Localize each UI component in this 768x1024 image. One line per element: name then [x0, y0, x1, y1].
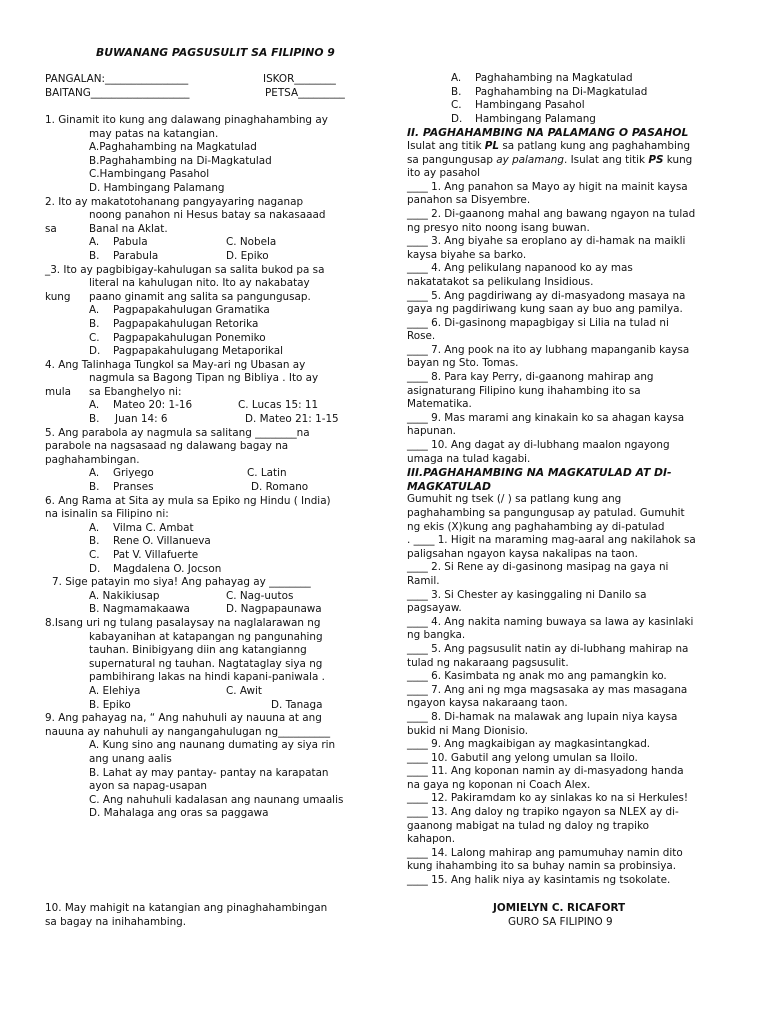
right-column: A. Paghahambing na Magkatulad B. Paghahambing na Di-Magkatulad C. Hambingang Pasahol D. Hambingang Palamang II. PAGHAHAMBING NA PALAMANG O PASAHOL Isulat ang titik PL sa patlang kung ang paghahambing sa pangungusap ay palamang. Isulat ang titik PS kung ito ay pasahol ____ 1. Ang panahon sa Mayo ay higit na mainit kaysa panahon sa Disyembre. ____ 2. Di-gaanong mahal ang bawang ngayon na tulad ng presyo nito noong isang buwan. ____ 3. Ang biyahe sa eroplano ay di-hamak na maikli kaysa biyahe sa barko. ____ 4. Ang pelikulang napanood ko ay mas nakatatakot sa pelikulang Insidious. ____ 5. Ang pagdiriwang ay di-masyadong masaya na gaya ng pagdiriwang kung saan ay buo ang pamilya. ____ 6. Di-gasinong mapagbigay si Lilia na tulad ni Rose. ____ 7. Ang pook na ito ay lubhang mapanganib kaysa bayan ng Sto. Tomas. ____ 8. Para kay Perry, di-gaanong mahirap ang asignaturang Filipino kung ihahambing ito sa Matematika. ____ 9. Mas marami ang kinakain ko sa ahagan kaysa hapunan. ____ 10. Ang dagat ay di-lubhang maalon ngayong umaga na tulad kagabi. III.PAGHAHAMBING NA MAGKATULAD AT DI- MAGKATULAD Gumuhit ng tsek (/ ) sa patlang kung ang paghahambing sa pangungusap ay patulad. Gumuhit ng ekis (X)kung ang paghahambing ay di-patulad . ____ 1. Higit na maraming mag-aaral ang nakilahok sa paligsahan ngayon kaysa nakalipas na taon. ____ 2. Si Rene ay di-gasinong masipag na gaya ni Ramil. ____ 3. Si Chester ay kasinggaling ni Danilo sa pagsayaw. ____ 4. Ang nakita naming buwaya sa lawa ay kasinlaki ng bangka. ____ 5. Ang pagsusulit natin ay di-lubhang mahirap na tulad ng nakaraang pagsusulit. ____ 6. Kasimbata ng anak mo ang pamangkin ko. ____ 7. Ang ani ng mga magsasaka ay mas masagana ngayon kaysa nakaraang taon. ____ 8. Di-hamak na malawak ang lupain niya kaysa bukid ni Mang Dionisio. ____ 9. Ang magkaibigan ay magkasintangkad. ____ 10. Gabutil ang yelong umulan sa Iloilo. ____ 11. Ang koponan namin ay di-masyadong handa na gaya ng koponan ni Coach Alex. ____ 12. Pakiramdam ko ay sinlakas ko na si Herkules! ____ 13. Ang daloy ng trapiko ngayon sa NLEX ay di- gaanong mabigat na tulad ng daloy ng trapiko kahapon. ____ 14. Lalong mahirap ang pamumuhay namin dito kung ihahambing ito sa buhay namin sa probinsiya. ____ 15. Ang halik niya ay kasintamis ng tsokolate.	[407, 72, 725, 888]
question-10: 10. May mahigit na katangian ang pinaghahambingan	[45, 902, 328, 914]
item-line: pagsayaw.	[407, 602, 462, 615]
option-row: B. Pranses D. Romano	[89, 481, 309, 494]
option-row: B. Epiko D. Tanaga	[89, 698, 323, 711]
item-line: ____ 1. Ang panahon sa Mayo ay higit na mainit kaysa	[407, 180, 688, 193]
item-line: Ramil.	[407, 574, 440, 587]
option: D. Mahalaga ang oras sa paggawa	[89, 807, 269, 820]
author-role: GURO SA FILIPINO 9	[508, 916, 613, 928]
item-line: kahapon.	[407, 833, 455, 846]
option-row: C. Hambingang Pasahol	[451, 99, 585, 112]
item-line: gaya ng pagdiriwang kung saan ay buo ang pamilya.	[407, 303, 683, 316]
exam-page: BUWANANG PAGSUSULIT SA FILIPINO 9 PANGALAN:________________ ISKOR________ BAITANG___________________ PETSA_________ 1. Ginamit ito kung ang dalawang pinaghahambing ay may patas na katangian. A.Paghahambing na Magkatulad B.Paghahambing na Di-Magkatulad C.Hambingang Pasahol D. Hambingang Palamang 2. Ito ay makatotohanang pangyayaring naganap noong panahon ni Hesus batay sa nakasaaad sa Banal na Aklat. A. Pabula C. Nobela B. Parabula D. Epiko _3. Ito ay pagbibigay-kahulugan sa salita bukod pa sa literal na kahulugan nito. Ito ay nakabatay kung paano ginamit ang salita sa pangungusap. A. Pagpapakahulugan Gramatika B. Pagpapakahulugan Retorika C. Pagpapakahulugan Ponemiko D. Pagpapakahulugang Metaporikal 4. Ang Talinhaga Tungkol sa May-ari ng Ubasan ay nagmula sa Bagong Tipan ng Bibliya . Ito ay mula sa Ebanghelyo ni: A. Mateo 20: 1-16 C. Lucas 15: 11 B. Juan 14: 6 D. Mateo 21: 1-15 5. Ang parabola ay nagmula sa salitang ________na parabole na nagsasaad ng dalawang bagay na paghahambingan. A. Griyego C. Latin B. Pranses D. Romano 6. Ang Rama at Sita ay mula sa Epiko ng Hindu ( India) na isinalin sa Filipino ni: A. Vilma C. Ambat B. Rene O. Villanueva C. Pat V. Villafuerte D. Magdalena O. Jocson 7. Sige patayin mo siya! Ang pahayag ay ________ A. Nakikiusap C. Nag-uutos B. Nagmamakaawa D. Nagpapaunawa 8.Isang uri ng tulang pasalaysay na naglalarawan ng kabayanihan at katapangan ng pangunahing tauhan. Binibigyang diin ang katangianng supernatural ng tauhan. Nagtataglay siya ng pambihirang lakas na hindi kapani-paniwala . A. Elehiya C. Awit B. Epiko D. Tanaga 9. Ang pahayag na, “ Ang nahuhuli ay nauuna at ang nauuna ay nahuhuli ay nangangahulugan ng__________ A. Kung sino ang naunang dumating ay siya rin ang unang aalis B. Lahat ay may pantay- pantay na karapatan ayon sa napag-usapan C. Ang nahuhuli kadalasan ang naunang umaalis D. Mahalaga ang oras sa paggawa 10. May mahigit na katangian ang pinaghahambingan sa bagay na inihahambing. A. Paghahambing na Magkatulad B. Paghahambing na Di-Magkatulad C. Hambingang Pasahol D. Hambingang Palamang II. PAGHAHAMBING NA PALAMANG O PASAHOL Isulat ang titik PL sa patlang kung ang paghahambing sa pangungusap ay palamang. Isulat ang titik PS kung ito ay pasahol ____ 1. Ang panahon sa Mayo ay higit na mainit kaysa panahon sa Disyembre. ____ 2. Di-gaanong mahal ang bawang ngayon na tulad ng presyo nito noong isang buwan. ____ 3. Ang biyahe sa eroplano ay di-hamak na maikli kaysa biyahe sa barko. ____ 4. Ang pelikulang napanood ko ay mas nakatatakot sa pelikulang Insidious. ____ 5. Ang pagdiriwang ay di-masyadong masaya na gaya ng pagdiriwang kung saan ay buo ang pamilya. ____ 6. Di-gasinong mapagbigay si Lilia na tulad ni Rose. ____ 7. Ang pook na ito ay lubhang mapanganib kaysa bayan ng Sto. Tomas. ____ 8. Para kay Perry, di-gaanong mahirap ang asignaturang Filipino kung ihahambing ito sa Matematika. ____ 9. Mas marami ang kinakain ko sa ahagan kaysa hapunan. ____ 10. Ang dagat ay di-lubhang maalon ngayong umaga na tulad kagabi. III.PAGHAHAMBING NA MAGKATULAD AT DI- MAGKATULAD Gumuhit ng tsek (/ ) sa patlang kung ang paghahambing sa pangungusap ay patulad. Gumuhit ng ekis (X)kung ang paghahambing ay di-patulad . ____ 1. Higit na maraming mag-aaral ang nakilahok sa paligsahan ngayon kaysa nakalipas na taon. ____ 2. Si Rene ay di-gasinong masipag na gaya ni Ramil. ____ 3. Si Chester ay kasinggaling ni Danilo sa pagsayaw. ____ 4. Ang nakita naming buwaya sa lawa ay kasinlaki ng bangka. ____ 5. Ang pagsusulit natin ay di-lubhang mahirap na tulad ng nakaraang pagsusulit. ____ 6. Kasimbata ng anak mo ang pamangkin ko. ____ 7. Ang ani ng mga magsasaka ay mas masagana ngayon kaysa nakaraang taon. ____ 8. Di-hamak na malawak ang lupain niya kaysa bukid ni Mang Dionisio. ____ 9. Ang magkaibigan ay magkasintangkad. ____ 10. Gabutil ang yelong umulan sa Iloilo. ____ 11. Ang koponan namin ay di-masyadong handa na gaya ng koponan ni Coach Alex. ____ 12. Pakiramdam ko ay sinlakas ko na si Herkules! ____ 13. Ang daloy ng trapiko ngayon sa NLEX ay di- gaanong mabigat na tulad ng daloy ng trapiko kahapon. ____ 14. Lalong mahirap ang pamumuhay namin dito kung ihahambing ito sa buhay namin sa probinsiya. ____ 15. Ang halik niya ay kasintamis ng tsokolate. JOMIELYN C. RICAFORT GURO SA FILIPINO 9	[0, 0, 768, 1024]
option-row: D. Magdalena O. Jocson	[89, 562, 222, 575]
option-row: B. Rene O. Villanueva	[89, 535, 211, 548]
option-row: B. Paghahambing na Di-Magkatulad	[451, 85, 648, 98]
item-line: ng bangka.	[407, 629, 466, 642]
option-row: D. Pagpapakahulugang Metaporikal	[89, 345, 283, 358]
item-line: nakatatakot sa pelikulang Insidious.	[407, 275, 594, 288]
item-line: ____ 5. Ang pagsusulit natin ay di-lubhang mahirap na	[407, 642, 689, 655]
item-line: ____ 3. Si Chester ay kasinggaling ni Danilo sa	[407, 588, 647, 601]
option-row: D. Hambingang Palamang	[451, 112, 596, 125]
option-row: A. Pabula C. Nobela	[89, 236, 277, 249]
item-line: umaga na tulad kagabi.	[407, 452, 531, 465]
item-line: ngayon kaysa nakaraang taon.	[407, 697, 568, 710]
item-line: ____ 2. Si Rene ay di-gasinong masipag na gaya ni	[407, 561, 669, 574]
item-line: ____ 10. Ang dagat ay di-lubhang maalon ngayong	[407, 439, 670, 452]
option-row: A. Mateo 20: 1-16 C. Lucas 15: 11	[89, 399, 319, 412]
pangalan-field: PANGALAN:________________	[45, 73, 189, 85]
section-2-instructions: Isulat ang titik PL sa patlang kung ang paghahambing	[407, 139, 691, 152]
item-line: ____ 14. Lalong mahirap ang pamumuhay namin dito	[407, 846, 683, 859]
item-line: ____ 7. Ang pook na ito ay lubhang mapanganib kaysa	[407, 343, 690, 356]
option-row: A. Elehiya C. Awit	[89, 684, 263, 697]
item-line: gaanong mabigat na tulad ng daloy ng trapiko	[407, 819, 649, 832]
section-2-title: II. PAGHAHAMBING NA PALAMANG O PASAHOL	[407, 126, 689, 140]
option: B. Lahat ay may pantay- pantay na karapatan	[89, 766, 329, 779]
option-row: A. Griyego C. Latin	[89, 467, 287, 480]
option-row: C. Pat V. Villafuerte	[89, 549, 199, 561]
item-line: ng presyo nito noong isang buwan.	[407, 221, 590, 234]
item-line: ____ 4. Ang nakita naming buwaya sa lawa ay kasinlaki	[407, 615, 694, 628]
option-row: B. Nagmamakaawa D. Nagpapaunawa	[89, 603, 322, 616]
item-line: Rose.	[407, 330, 436, 343]
item-line: . ____ 1. Higit na maraming mag-aaral ang nakilahok sa	[407, 534, 696, 547]
item-line: hapunan.	[407, 425, 456, 438]
item-line: bukid ni Mang Dionisio.	[407, 724, 529, 737]
option-row: B. Pagpapakahulugan Retorika	[89, 317, 259, 330]
item-line: ____ 13. Ang daloy ng trapiko ngayon sa NLEX ay di-	[407, 806, 679, 819]
question-5: 5. Ang parabola ay nagmula sa salitang ________na	[45, 426, 310, 439]
option-row: A. Vilma C. Ambat	[89, 521, 194, 534]
section-3-items	[407, 534, 725, 887]
item-line: ____ 8. Para kay Perry, di-gaanong mahirap ang	[407, 371, 654, 384]
iskor-field: ISKOR________	[263, 73, 336, 85]
item-line: ____ 9. Ang magkaibigan ay magkasintangkad.	[407, 738, 651, 751]
baitang-field: BAITANG___________________	[45, 87, 190, 99]
section-3-title: III.PAGHAHAMBING NA MAGKATULAD AT DI-	[407, 466, 672, 480]
petsa-field: PETSA_________	[265, 87, 345, 99]
left-column: 1. Ginamit ito kung ang dalawang pinaghahambing ay may patas na katangian. A.Paghahambing na Magkatulad B.Paghahambing na Di-Magkatulad C.Hambingang Pasahol D. Hambingang Palamang 2. Ito ay makatotohanang pangyayaring naganap noong panahon ni Hesus batay sa nakasaaad sa Banal na Aklat. A. Pabula C. Nobela B. Parabula D. Epiko _3. Ito ay pagbibigay-kahulugan sa salita bukod pa sa literal na kahulugan nito. Ito ay nakabatay kung paano ginamit ang salita sa pangungusap. A. Pagpapakahulugan Gramatika B. Pagpapakahulugan Retorika C. Pagpapakahulugan Ponemiko D. Pagpapakahulugang Metaporikal 4. Ang Talinhaga Tungkol sa May-ari ng Ubasan ay nagmula sa Bagong Tipan ng Bibliya . Ito ay mula sa Ebanghelyo ni: A. Mateo 20: 1-16 C. Lucas 15: 11 B. Juan 14: 6 D. Mateo 21: 1-15 5. Ang parabola ay nagmula sa salitang ________na parabole na nagsasaad ng dalawang bagay na paghahambingan. A. Griyego C. Latin B. Pranses D. Romano 6. Ang Rama at Sita ay mula sa Epiko ng Hindu ( India) na isinalin sa Filipino ni: A. Vilma C. Ambat B. Rene O. Villanueva C. Pat V. Villafuerte D. Magdalena O. Jocson 7. Sige patayin mo siya! Ang pahayag ay ________ A. Nakikiusap C. Nag-uutos B. Nagmamakaawa D. Nagpapaunawa 8.Isang uri ng tulang pasalaysay na naglalarawan ng kabayanihan at katapangan ng pangunahing tauhan. Binibigyang diin ang katangianng supernatural ng tauhan. Nagtataglay siya ng pambihirang lakas na hindi kapani-paniwala . A. Elehiya C. Awit B. Epiko D. Tanaga 9. Ang pahayag na, “ Ang nahuhuli ay nauuna at ang nauuna ay nahuhuli ay nangangahulugan ng__________ A. Kung sino ang naunang dumating ay siya rin ang unang aalis B. Lahat ay may pantay- pantay na karapatan ayon sa napag-usapan C. Ang nahuhuli kadalasan ang naunang umaalis D. Mahalaga ang oras sa paggawa	[45, 114, 370, 821]
item-line: ____ 10. Gabutil ang yelong umulan sa Iloilo.	[407, 751, 638, 764]
option: C. Ang nahuhuli kadalasan ang naunang umaalis	[89, 793, 344, 806]
item-line: kaysa biyahe sa barko.	[407, 248, 527, 261]
option-row: B. Juan 14: 6 D. Mateo 21: 1-15	[89, 413, 339, 426]
option: B.Paghahambing na Di-Magkatulad	[89, 154, 272, 167]
item-line: tulad ng nakaraang pagsusulit.	[407, 656, 569, 669]
option-row: B. Parabula D. Epiko	[89, 249, 269, 262]
item-line: ____ 4. Ang pelikulang napanood ko ay mas	[407, 262, 633, 275]
author-name: JOMIELYN C. RICAFORT	[493, 902, 626, 914]
item-line: ____ 11. Ang koponan namin ay di-masyadong handa	[407, 765, 684, 778]
option-row: A. Pagpapakahulugan Gramatika	[89, 304, 270, 317]
question-9: 9. Ang pahayag na, “ Ang nahuhuli ay nauuna at ang	[45, 712, 322, 725]
item-line: ____ 8. Di-hamak na malawak ang lupain niya kaysa	[407, 710, 678, 723]
option: D. Hambingang Palamang	[89, 181, 225, 194]
item-line: ____ 6. Di-gasinong mapagbigay si Lilia na tulad ni	[407, 316, 669, 329]
question-2: 2. Ito ay makatotohanang pangyayaring naganap	[45, 195, 304, 208]
option-row: C. Pagpapakahulugan Ponemiko	[89, 331, 266, 344]
question-3: _3. Ito ay pagbibigay-kahulugan sa salita bukod pa sa	[45, 263, 325, 276]
item-line: na gaya ng koponan ni Coach Alex.	[407, 778, 591, 791]
option: C.Hambingang Pasahol	[89, 168, 210, 181]
question-6: 6. Ang Rama at Sita ay mula sa Epiko ng Hindu ( India)	[45, 494, 331, 507]
item-line: kung ihahambing ito sa buhay namin sa probinsiya.	[407, 860, 677, 873]
question-4: 4. Ang Talinhaga Tungkol sa May-ari ng Ubasan ay	[45, 358, 306, 371]
option-row: A. Nakikiusap C. Nag-uutos	[89, 589, 294, 602]
item-line: ____ 3. Ang biyahe sa eroplano ay di-hamak na maikli	[407, 235, 686, 248]
item-line: ____ 6. Kasimbata ng anak mo ang pamangkin ko.	[407, 670, 667, 683]
item-line: asignaturang Filipino kung ihahambing ito sa	[407, 384, 641, 397]
item-line: ____ 2. Di-gaanong mahal ang bawang ngayon na tulad	[407, 207, 696, 220]
item-line: bayan ng Sto. Tomas.	[407, 357, 519, 370]
item-line: ____ 5. Ang pagdiriwang ay di-masyadong masaya na	[407, 289, 686, 302]
question-7: 7. Sige patayin mo siya! Ang pahayag ay ________	[52, 576, 311, 589]
question-1: 1. Ginamit ito kung ang dalawang pinaghahambing ay	[45, 114, 328, 126]
item-line: paligsahan ngayon kaysa nakalipas na taon.	[407, 547, 638, 560]
item-line: ____ 9. Mas marami ang kinakain ko sa ahagan kaysa	[407, 411, 685, 424]
item-line: ____ 7. Ang ani ng mga magsasaka ay mas masagana	[407, 683, 688, 696]
option: A. Kung sino ang naunang dumating ay siya rin	[89, 739, 336, 752]
question-8: 8.Isang uri ng tulang pasalaysay na naglalarawan ng	[45, 616, 321, 629]
option-row: A. Paghahambing na Magkatulad	[451, 72, 633, 84]
section-2-items	[407, 181, 725, 466]
option: A.Paghahambing na Magkatulad	[89, 141, 257, 154]
exam-title: BUWANANG PAGSUSULIT SA FILIPINO 9	[96, 46, 335, 59]
item-line: ____ 12. Pakiramdam ko ay sinlakas ko na si Herkules!	[407, 792, 689, 805]
item-line: Matematika.	[407, 398, 472, 411]
item-line: ____ 15. Ang halik niya ay kasintamis ng tsokolate.	[407, 874, 671, 887]
item-line: panahon sa Disyembre.	[407, 194, 531, 207]
section-3-instructions: Gumuhit ng tsek (/ ) sa patlang kung ang	[407, 493, 622, 506]
